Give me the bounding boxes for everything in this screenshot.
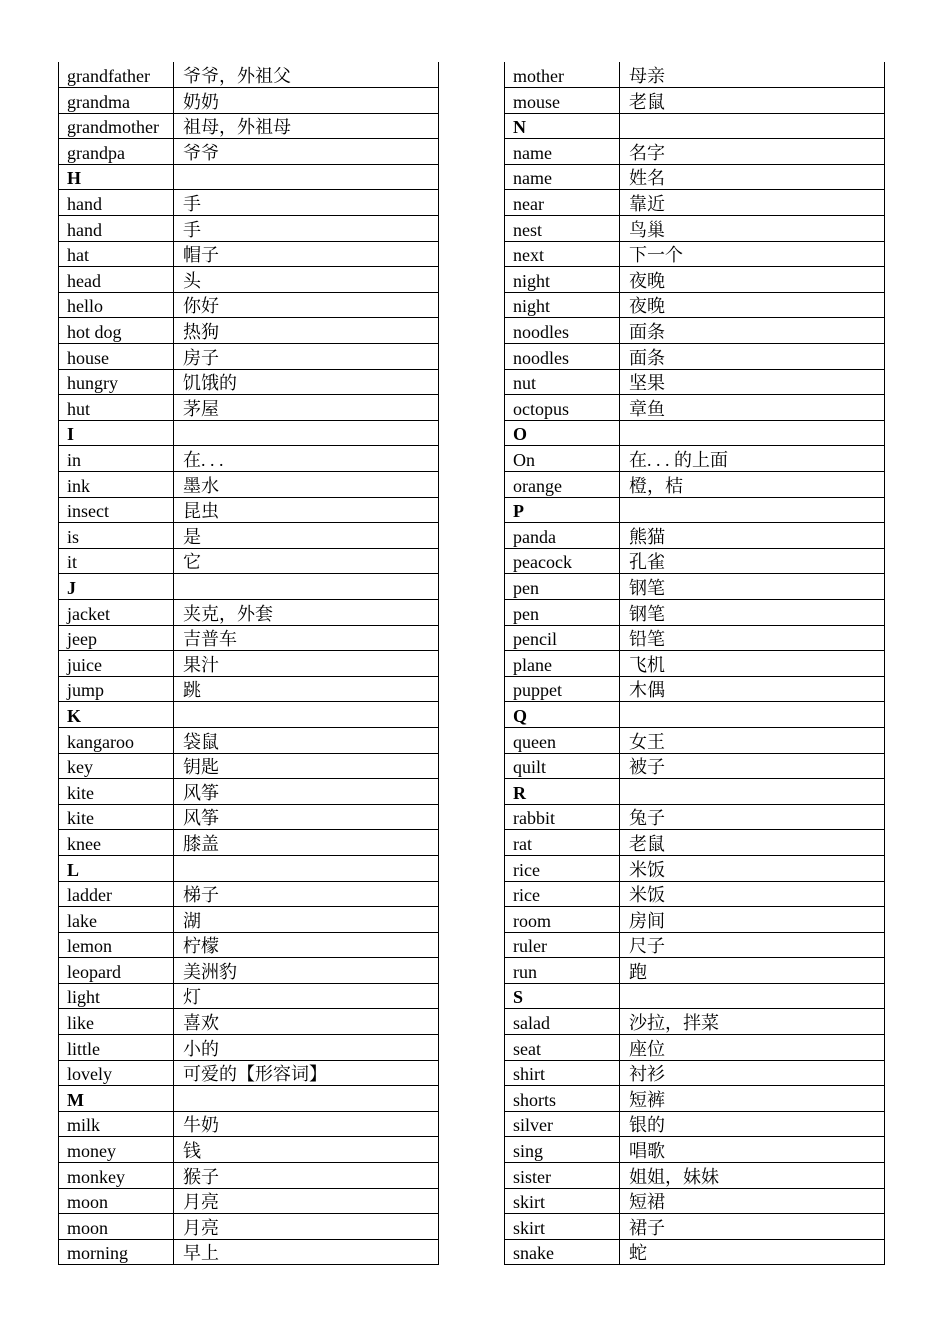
chinese-meaning: 衬衫 (620, 1060, 885, 1086)
english-word: hand (59, 216, 174, 242)
english-word: little (59, 1035, 174, 1061)
chinese-meaning: 老鼠 (620, 830, 885, 856)
chinese-meaning: 手 (174, 216, 439, 242)
english-word: rice (505, 855, 620, 881)
chinese-meaning (174, 420, 439, 446)
vocab-row (59, 292, 439, 318)
chinese-meaning: 喜欢 (174, 1009, 439, 1035)
section-header-row (505, 779, 885, 805)
vocab-row (505, 446, 885, 472)
chinese-meaning: 裙子 (620, 1214, 885, 1240)
chinese-meaning: 坚果 (620, 369, 885, 395)
english-word: jacket (59, 599, 174, 625)
chinese-meaning: 钱 (174, 1137, 439, 1163)
vocab-row (59, 1035, 439, 1061)
vocab-row (505, 62, 885, 88)
vocab-row (59, 267, 439, 293)
vocab-row (59, 1239, 439, 1265)
chinese-meaning: 果汁 (174, 651, 439, 677)
vocab-row (505, 1239, 885, 1265)
vocab-row (505, 523, 885, 549)
english-word: moon (59, 1214, 174, 1240)
english-word: pen (505, 574, 620, 600)
english-word: house (59, 344, 174, 370)
chinese-meaning: 昆虫 (174, 497, 439, 523)
chinese-meaning: 吉普车 (174, 625, 439, 651)
english-word: room (505, 907, 620, 933)
section-letter: Q (505, 702, 620, 728)
vocab-row (59, 548, 439, 574)
english-word: mother (505, 62, 620, 88)
english-word: queen (505, 727, 620, 753)
english-word: noodles (505, 318, 620, 344)
chinese-meaning: 饥饿的 (174, 369, 439, 395)
section-letter: J (59, 574, 174, 600)
chinese-meaning (174, 164, 439, 190)
english-word: rabbit (505, 804, 620, 830)
chinese-meaning: 夹克，外套 (174, 599, 439, 625)
chinese-meaning: 沙拉，拌菜 (620, 1009, 885, 1035)
vocab-row (59, 523, 439, 549)
section-letter: M (59, 1086, 174, 1112)
chinese-meaning: 鸟巢 (620, 216, 885, 242)
chinese-meaning: 短裙 (620, 1188, 885, 1214)
vocab-row (59, 446, 439, 472)
section-header-row (505, 983, 885, 1009)
chinese-meaning: 蛇 (620, 1239, 885, 1265)
vocab-row (59, 1163, 439, 1189)
vocab-row (505, 1035, 885, 1061)
chinese-meaning: 跳 (174, 676, 439, 702)
english-word: near (505, 190, 620, 216)
english-word: monkey (59, 1163, 174, 1189)
english-word: sister (505, 1163, 620, 1189)
english-word: quilt (505, 753, 620, 779)
vocab-row (59, 62, 439, 88)
english-word: grandpa (59, 139, 174, 165)
english-word: next (505, 241, 620, 267)
vocab-row (59, 907, 439, 933)
chinese-meaning: 下一个 (620, 241, 885, 267)
english-word: moon (59, 1188, 174, 1214)
english-word: run (505, 958, 620, 984)
english-word: lemon (59, 932, 174, 958)
english-word: sing (505, 1137, 620, 1163)
english-word: like (59, 1009, 174, 1035)
vocab-row (59, 651, 439, 677)
vocab-row (59, 318, 439, 344)
vocab-row (505, 344, 885, 370)
vocab-row (59, 599, 439, 625)
english-word: kite (59, 804, 174, 830)
english-word: lovely (59, 1060, 174, 1086)
vocab-row (505, 676, 885, 702)
vocab-table-right-body (505, 62, 885, 1265)
chinese-meaning: 灯 (174, 983, 439, 1009)
chinese-meaning: 姓名 (620, 164, 885, 190)
section-header-row (505, 113, 885, 139)
chinese-meaning: 房间 (620, 907, 885, 933)
english-word: grandma (59, 88, 174, 114)
chinese-meaning: 在. . . 的上面 (620, 446, 885, 472)
vocab-row (59, 932, 439, 958)
vocab-row (505, 164, 885, 190)
section-letter: L (59, 855, 174, 881)
english-word: it (59, 548, 174, 574)
vocab-row (505, 318, 885, 344)
chinese-meaning: 面条 (620, 318, 885, 344)
chinese-meaning: 章鱼 (620, 395, 885, 421)
chinese-meaning: 小的 (174, 1035, 439, 1061)
vocab-row (505, 369, 885, 395)
chinese-meaning: 女王 (620, 727, 885, 753)
chinese-meaning: 祖母，外祖母 (174, 113, 439, 139)
vocab-row (59, 983, 439, 1009)
english-word: ladder (59, 881, 174, 907)
english-word: jeep (59, 625, 174, 651)
section-header-row (59, 855, 439, 881)
vocab-row (59, 216, 439, 242)
chinese-meaning: 早上 (174, 1239, 439, 1265)
chinese-meaning: 钥匙 (174, 753, 439, 779)
english-word: hut (59, 395, 174, 421)
chinese-meaning: 是 (174, 523, 439, 549)
english-word: ink (59, 472, 174, 498)
english-word: orange (505, 472, 620, 498)
chinese-meaning: 钢笔 (620, 574, 885, 600)
english-word: in (59, 446, 174, 472)
vocab-row (505, 1188, 885, 1214)
english-word: kite (59, 779, 174, 805)
chinese-meaning: 柠檬 (174, 932, 439, 958)
english-word: shirt (505, 1060, 620, 1086)
english-word: skirt (505, 1214, 620, 1240)
chinese-meaning: 唱歌 (620, 1137, 885, 1163)
chinese-meaning: 老鼠 (620, 88, 885, 114)
chinese-meaning: 靠近 (620, 190, 885, 216)
vocab-row (505, 855, 885, 881)
vocab-row (59, 1060, 439, 1086)
chinese-meaning: 兔子 (620, 804, 885, 830)
english-word: mouse (505, 88, 620, 114)
chinese-meaning: 奶奶 (174, 88, 439, 114)
vocab-row (505, 292, 885, 318)
english-word: snake (505, 1239, 620, 1265)
chinese-meaning (620, 420, 885, 446)
vocab-row (59, 497, 439, 523)
vocab-row (505, 932, 885, 958)
section-letter: S (505, 983, 620, 1009)
vocab-row (59, 139, 439, 165)
english-word: plane (505, 651, 620, 677)
chinese-meaning: 钢笔 (620, 599, 885, 625)
vocab-row (59, 676, 439, 702)
vocab-row (505, 1060, 885, 1086)
chinese-meaning (620, 983, 885, 1009)
section-header-row (505, 420, 885, 446)
vocab-row (505, 241, 885, 267)
chinese-meaning: 爷爷，外祖父 (174, 62, 439, 88)
chinese-meaning: 手 (174, 190, 439, 216)
vocab-row (505, 753, 885, 779)
vocab-row (59, 1214, 439, 1240)
chinese-meaning: 铅笔 (620, 625, 885, 651)
english-word: noodles (505, 344, 620, 370)
chinese-meaning: 母亲 (620, 62, 885, 88)
vocab-row (59, 779, 439, 805)
chinese-meaning: 帽子 (174, 241, 439, 267)
chinese-meaning: 可爱的【形容词】 (174, 1060, 439, 1086)
vocab-row (59, 727, 439, 753)
english-word: nut (505, 369, 620, 395)
vocab-row (59, 958, 439, 984)
vocab-row (59, 241, 439, 267)
vocab-row (505, 1111, 885, 1137)
english-word: shorts (505, 1086, 620, 1112)
vocab-table-left (58, 62, 439, 1265)
vocab-row (59, 88, 439, 114)
chinese-meaning (174, 702, 439, 728)
english-word: ruler (505, 932, 620, 958)
chinese-meaning: 头 (174, 267, 439, 293)
vocab-row (505, 804, 885, 830)
english-word: milk (59, 1111, 174, 1137)
vocab-row (59, 881, 439, 907)
chinese-meaning: 茅屋 (174, 395, 439, 421)
english-word: panda (505, 523, 620, 549)
chinese-meaning (620, 497, 885, 523)
vocab-row (59, 804, 439, 830)
section-letter: I (59, 420, 174, 446)
english-word: is (59, 523, 174, 549)
english-word: silver (505, 1111, 620, 1137)
english-word: rat (505, 830, 620, 856)
vocab-row (505, 958, 885, 984)
vocab-row (505, 139, 885, 165)
english-word: pen (505, 599, 620, 625)
english-word: morning (59, 1239, 174, 1265)
chinese-meaning: 名字 (620, 139, 885, 165)
chinese-meaning: 银的 (620, 1111, 885, 1137)
english-word: puppet (505, 676, 620, 702)
vocab-row (505, 574, 885, 600)
english-word: grandmother (59, 113, 174, 139)
chinese-meaning: 你好 (174, 292, 439, 318)
chinese-meaning: 姐姐，妹妹 (620, 1163, 885, 1189)
vocab-row (505, 548, 885, 574)
english-word: rice (505, 881, 620, 907)
chinese-meaning: 木偶 (620, 676, 885, 702)
vocab-row (59, 753, 439, 779)
vocab-row (59, 395, 439, 421)
chinese-meaning (174, 855, 439, 881)
section-header-row (505, 702, 885, 728)
chinese-meaning: 飞机 (620, 651, 885, 677)
vocab-row (59, 1188, 439, 1214)
chinese-meaning (620, 113, 885, 139)
vocab-table-right (504, 62, 885, 1265)
chinese-meaning: 座位 (620, 1035, 885, 1061)
vocab-row (59, 113, 439, 139)
section-letter: N (505, 113, 620, 139)
chinese-meaning: 跑 (620, 958, 885, 984)
vocab-row (505, 881, 885, 907)
english-word: night (505, 267, 620, 293)
chinese-meaning: 房子 (174, 344, 439, 370)
english-word: lake (59, 907, 174, 933)
english-word: night (505, 292, 620, 318)
english-word: salad (505, 1009, 620, 1035)
chinese-meaning: 袋鼠 (174, 727, 439, 753)
chinese-meaning: 它 (174, 548, 439, 574)
vocab-row (505, 625, 885, 651)
section-header-row (59, 164, 439, 190)
english-word: hungry (59, 369, 174, 395)
english-word: octopus (505, 395, 620, 421)
chinese-meaning: 被子 (620, 753, 885, 779)
chinese-meaning: 美洲豹 (174, 958, 439, 984)
section-letter: O (505, 420, 620, 446)
chinese-meaning (174, 1086, 439, 1112)
vocab-row (505, 1163, 885, 1189)
english-word: hot dog (59, 318, 174, 344)
chinese-meaning (620, 779, 885, 805)
vocab-row (59, 1111, 439, 1137)
english-word: kangaroo (59, 727, 174, 753)
chinese-meaning: 夜晚 (620, 267, 885, 293)
vocab-row (505, 1214, 885, 1240)
chinese-meaning: 爷爷 (174, 139, 439, 165)
chinese-meaning: 尺子 (620, 932, 885, 958)
english-word: leopard (59, 958, 174, 984)
vocab-row (59, 1009, 439, 1035)
vocab-row (59, 472, 439, 498)
chinese-meaning (620, 702, 885, 728)
english-word: pencil (505, 625, 620, 651)
section-header-row (59, 1086, 439, 1112)
section-header-row (59, 702, 439, 728)
vocab-row (505, 651, 885, 677)
vocab-row (505, 1009, 885, 1035)
english-word: seat (505, 1035, 620, 1061)
english-word: light (59, 983, 174, 1009)
vocab-row (59, 625, 439, 651)
english-word: hello (59, 292, 174, 318)
english-word: name (505, 164, 620, 190)
english-word: insect (59, 497, 174, 523)
vocab-row (505, 216, 885, 242)
chinese-meaning: 猴子 (174, 1163, 439, 1189)
chinese-meaning: 熊猫 (620, 523, 885, 549)
chinese-meaning: 米饭 (620, 855, 885, 881)
chinese-meaning: 橙，桔 (620, 472, 885, 498)
chinese-meaning: 梯子 (174, 881, 439, 907)
vocab-row (505, 190, 885, 216)
english-word: name (505, 139, 620, 165)
english-word: head (59, 267, 174, 293)
chinese-meaning: 湖 (174, 907, 439, 933)
chinese-meaning: 热狗 (174, 318, 439, 344)
section-header-row (59, 420, 439, 446)
chinese-meaning (174, 574, 439, 600)
vocab-row (505, 267, 885, 293)
english-word: hat (59, 241, 174, 267)
vocab-table-left-body (59, 62, 439, 1265)
english-word: key (59, 753, 174, 779)
section-letter: R (505, 779, 620, 805)
chinese-meaning: 墨水 (174, 472, 439, 498)
vocab-row (505, 599, 885, 625)
vocab-row (505, 727, 885, 753)
vocab-row (505, 1137, 885, 1163)
english-word: hand (59, 190, 174, 216)
vocab-row (505, 1086, 885, 1112)
english-word: money (59, 1137, 174, 1163)
english-word: nest (505, 216, 620, 242)
section-letter: K (59, 702, 174, 728)
chinese-meaning: 月亮 (174, 1214, 439, 1240)
chinese-meaning: 膝盖 (174, 830, 439, 856)
vocab-row (59, 344, 439, 370)
vocab-row (505, 907, 885, 933)
chinese-meaning: 夜晚 (620, 292, 885, 318)
chinese-meaning: 风筝 (174, 804, 439, 830)
english-word: peacock (505, 548, 620, 574)
chinese-meaning: 风筝 (174, 779, 439, 805)
english-word: jump (59, 676, 174, 702)
vocab-row (505, 472, 885, 498)
chinese-meaning: 米饭 (620, 881, 885, 907)
vocab-row (59, 1137, 439, 1163)
chinese-meaning: 面条 (620, 344, 885, 370)
section-letter: P (505, 497, 620, 523)
english-word: grandfather (59, 62, 174, 88)
vocab-row (505, 88, 885, 114)
vocab-row (59, 830, 439, 856)
english-word: On (505, 446, 620, 472)
section-letter: H (59, 164, 174, 190)
vocab-row (505, 395, 885, 421)
english-word: knee (59, 830, 174, 856)
english-word: juice (59, 651, 174, 677)
vocab-row (59, 190, 439, 216)
chinese-meaning: 孔雀 (620, 548, 885, 574)
chinese-meaning: 月亮 (174, 1188, 439, 1214)
chinese-meaning: 短裤 (620, 1086, 885, 1112)
chinese-meaning: 牛奶 (174, 1111, 439, 1137)
vocab-row (59, 369, 439, 395)
chinese-meaning: 在. . . (174, 446, 439, 472)
vocab-row (505, 830, 885, 856)
section-header-row (505, 497, 885, 523)
section-header-row (59, 574, 439, 600)
english-word: skirt (505, 1188, 620, 1214)
